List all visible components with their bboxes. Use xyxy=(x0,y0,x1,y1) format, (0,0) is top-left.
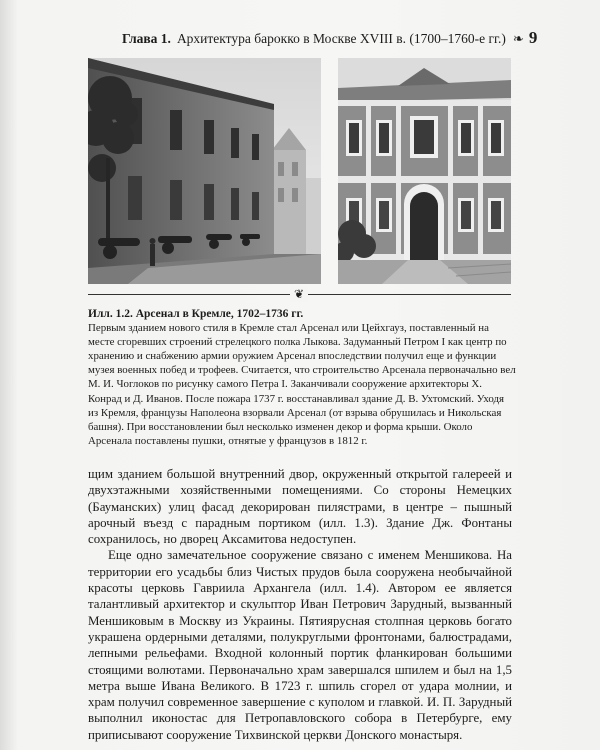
photo-arsenal-facade xyxy=(88,58,321,284)
body-text xyxy=(88,466,512,743)
photo-arsenal-gate xyxy=(338,58,511,284)
figure-caption xyxy=(88,307,516,448)
caption-text: Первым зданием нового стиля в Кремле стал Арсенал или Цейхгауз, поставленный на месте сгоревших строений стрелецкого полка Лыкова. Задуманный Петром I как центр по хранению и снабжению армии оружием Арсенал впоследствии получил еще и функции музея военных побед и трофеев. Считается, что строительство Арсенала первоначально вел М. И. Чоглоков по рисунку самого Петра I. Заканчивали сооружение архитекторы Х. Конрад и Д. Иванов. После пожара 1737 г. восстанавливал здание Д. В. Ухтомский. Уходя из Кремля, французы Наполеона взорвали Арсенал (от взрыва обрушилась и Никольская башня). При восстановлении был несколько изменен декор и форма крыши. Около Арсенала поставлены пушки, отнятые у французов в 1812 г. xyxy=(88,322,516,447)
body-paragraph-1: щим зданием большой внутренний двор, окруженный открытой галереей и двухэтажными хозяйственными помещениями. Со стороны Немецких (Бауманских) улиц фасад декорирован пилястрами, в центре – пышный арочный въезд с парадным портиком (илл. 1.3). Здание Дж. Фонтаны сохранилось, но дворец Аксамитова недоступен. xyxy=(88,467,512,547)
caption-title: Илл. 1.2. Арсенал в Кремле, 1702–1736 гг. xyxy=(88,308,304,320)
page-number: 9 xyxy=(528,28,538,47)
body-paragraph-2: Еще одно замечательное сооружение связано с именем Меншикова. На территории его усадьбы близ Чистых прудов была сооружена необычайной красоты церковь Гавриила Архангела (илл. 1.4). Автором ее является талантливый архитектор и скульптор Иван Петрович Зарудный, вызванный Меншиковым в Москву из Украины. Пятиярусная столпная церковь богато украшена ордерными деталями, полукруглыми фронтонами, балюстрадами, лепными рельефами. Входной колонный портик фланкирован большими стоящими волютами. Первоначально храм завершался шпилем и был на 1,5 метра выше Ивана Великого. В 1723 г. шпиль сгорел от удара молнии, и храм получил современное завершение с куполом и главкой. И. П. Зарудный выполнил иконостас для Петропавловского собора в Петербурге, ему приписывают сооружение Тихвинской церкви Донского монастыря. xyxy=(88,548,512,742)
chapter-label: Глава 1. xyxy=(122,31,171,46)
header-ornament-icon: ❧ xyxy=(512,31,524,46)
chapter-title: Архитектура барокко в Москве XVIII в. (1700–1760-е гг.) xyxy=(176,31,506,46)
divider-ornament-icon: ❦ xyxy=(290,286,308,302)
running-header xyxy=(122,28,538,48)
